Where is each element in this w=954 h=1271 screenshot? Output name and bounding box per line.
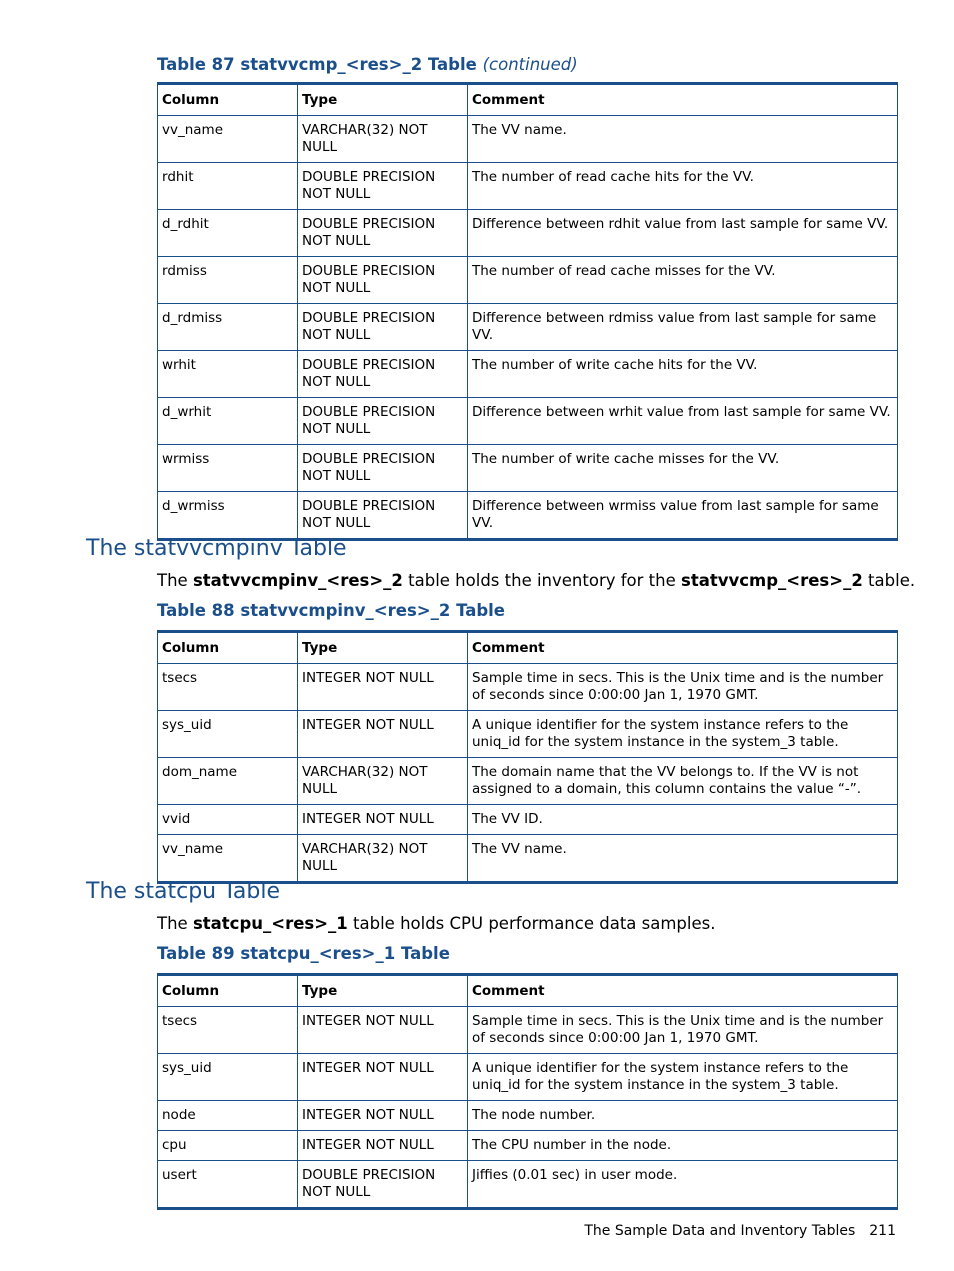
comment-cell: The VV name. [468,116,898,163]
table-row [158,398,898,445]
comment-cell: Difference between rdhit value from last sample for same VV. [468,210,898,257]
section-heading-statvvcmpinv: The statvvcmpinv Table [86,536,347,561]
type-cell: INTEGER NOT NULL [298,711,468,758]
table-row [158,711,898,758]
comment-cell: Sample time in secs. This is the Unix time and is the number of seconds since 0:00:00 Jan 1, 1970 GMT. [468,1007,898,1054]
table-row [158,1131,898,1161]
comment-cell: A unique identifier for the system instance refers to the uniq_id for the system instance in the system_3 table. [468,711,898,758]
comment-cell: The number of write cache misses for the VV. [468,445,898,492]
column-name-cell: tsecs [158,1007,298,1054]
table-row [158,1161,898,1209]
para-text: The [157,571,193,590]
para-text: table holds CPU performance data samples. [347,914,716,933]
comment-cell: The number of write cache hits for the VV. [468,351,898,398]
column-name-cell: cpu [158,1131,298,1161]
column-header: Comment [468,632,898,664]
table-87-caption-continued: (continued) [482,55,578,74]
table-row [158,445,898,492]
comment-cell: Difference between wrmiss value from last sample for same VV. [468,492,898,540]
table-row [158,758,898,805]
comment-cell: A unique identifier for the system instance refers to the uniq_id for the system instance in the system_3 table. [468,1054,898,1101]
comment-cell: The node number. [468,1101,898,1131]
section-paragraph-statvvcmpinv [157,571,915,590]
type-cell: DOUBLE PRECISION NOT NULL [298,445,468,492]
para-text: table. [862,571,916,590]
column-name-cell: sys_uid [158,711,298,758]
type-cell: DOUBLE PRECISION NOT NULL [298,492,468,540]
comment-cell: Jiffies (0.01 sec) in user mode. [468,1161,898,1209]
type-cell: DOUBLE PRECISION NOT NULL [298,351,468,398]
type-cell: DOUBLE PRECISION NOT NULL [298,398,468,445]
comment-cell: The domain name that the VV belongs to. If the VV is not assigned to a domain, this column contains the value “-”. [468,758,898,805]
para-bold-table-name: statvvcmpinv_<res>_2 [192,571,403,590]
comment-cell: Difference between wrhit value from last sample for same VV. [468,398,898,445]
table-header-row [158,975,898,1007]
column-name-cell: node [158,1101,298,1131]
type-cell: INTEGER NOT NULL [298,1131,468,1161]
table-row [158,351,898,398]
type-cell: VARCHAR(32) NOT NULL [298,758,468,805]
section-heading-statcpu: The statcpu Table [86,879,280,904]
comment-cell: The number of read cache hits for the VV. [468,163,898,210]
type-cell: DOUBLE PRECISION NOT NULL [298,257,468,304]
column-name-cell: d_rdhit [158,210,298,257]
type-cell: INTEGER NOT NULL [298,1054,468,1101]
column-name-cell: dom_name [158,758,298,805]
column-name-cell: vv_name [158,116,298,163]
type-cell: VARCHAR(32) NOT NULL [298,835,468,883]
para-bold-table-name: statcpu_<res>_1 [192,914,348,933]
column-name-cell: wrmiss [158,445,298,492]
type-cell: INTEGER NOT NULL [298,664,468,711]
column-header: Column [158,975,298,1007]
table-row [158,116,898,163]
column-name-cell: vvid [158,805,298,835]
column-header: Comment [468,975,898,1007]
column-name-cell: usert [158,1161,298,1209]
table-89 [157,973,898,1210]
comment-cell: Difference between rdmiss value from last sample for same VV. [468,304,898,351]
comment-cell: The VV name. [468,835,898,883]
table-row [158,664,898,711]
table-row [158,210,898,257]
table-87 [157,82,898,541]
type-cell: DOUBLE PRECISION NOT NULL [298,1161,468,1209]
column-name-cell: rdmiss [158,257,298,304]
table-88 [157,630,898,884]
type-cell: INTEGER NOT NULL [298,1101,468,1131]
table-row [158,835,898,883]
column-name-cell: tsecs [158,664,298,711]
table-row [158,163,898,210]
footer-title: The Sample Data and Inventory Tables [584,1223,856,1239]
table-row [158,1101,898,1131]
table-row [158,1054,898,1101]
type-cell: INTEGER NOT NULL [298,1007,468,1054]
column-header: Column [158,84,298,116]
column-header: Column [158,632,298,664]
comment-cell: The CPU number in the node. [468,1131,898,1161]
table-89-caption: Table 89 statcpu_<res>_1 Table [157,944,450,963]
para-text: The [157,914,193,933]
table-row [158,805,898,835]
page-footer [584,1223,896,1239]
table-row [158,492,898,540]
column-header: Type [298,84,468,116]
column-name-cell: d_wrmiss [158,492,298,540]
column-header: Comment [468,84,898,116]
para-bold-table-name: statvvcmp_<res>_2 [681,571,863,590]
column-name-cell: wrhit [158,351,298,398]
type-cell: DOUBLE PRECISION NOT NULL [298,210,468,257]
table-87-caption [157,55,578,74]
section-paragraph-statcpu [157,914,715,933]
comment-cell: The number of read cache misses for the VV. [468,257,898,304]
column-header: Type [298,632,468,664]
table-88-caption: Table 88 statvvcmpinv_<res>_2 Table [157,601,505,620]
para-text: table holds the inventory for the [402,571,681,590]
type-cell: DOUBLE PRECISION NOT NULL [298,304,468,351]
column-name-cell: d_wrhit [158,398,298,445]
comment-cell: The VV ID. [468,805,898,835]
column-name-cell: vv_name [158,835,298,883]
table-row [158,304,898,351]
type-cell: INTEGER NOT NULL [298,805,468,835]
page-number: 211 [869,1223,896,1239]
table-header-row [158,632,898,664]
column-name-cell: d_rdmiss [158,304,298,351]
type-cell: DOUBLE PRECISION NOT NULL [298,163,468,210]
column-name-cell: sys_uid [158,1054,298,1101]
table-row [158,1007,898,1054]
column-name-cell: rdhit [158,163,298,210]
type-cell: VARCHAR(32) NOT NULL [298,116,468,163]
table-row [158,257,898,304]
column-header: Type [298,975,468,1007]
table-87-caption-title: Table 87 statvvcmp_<res>_2 Table [157,55,477,74]
comment-cell: Sample time in secs. This is the Unix time and is the number of seconds since 0:00:00 Jan 1, 1970 GMT. [468,664,898,711]
table-header-row [158,84,898,116]
